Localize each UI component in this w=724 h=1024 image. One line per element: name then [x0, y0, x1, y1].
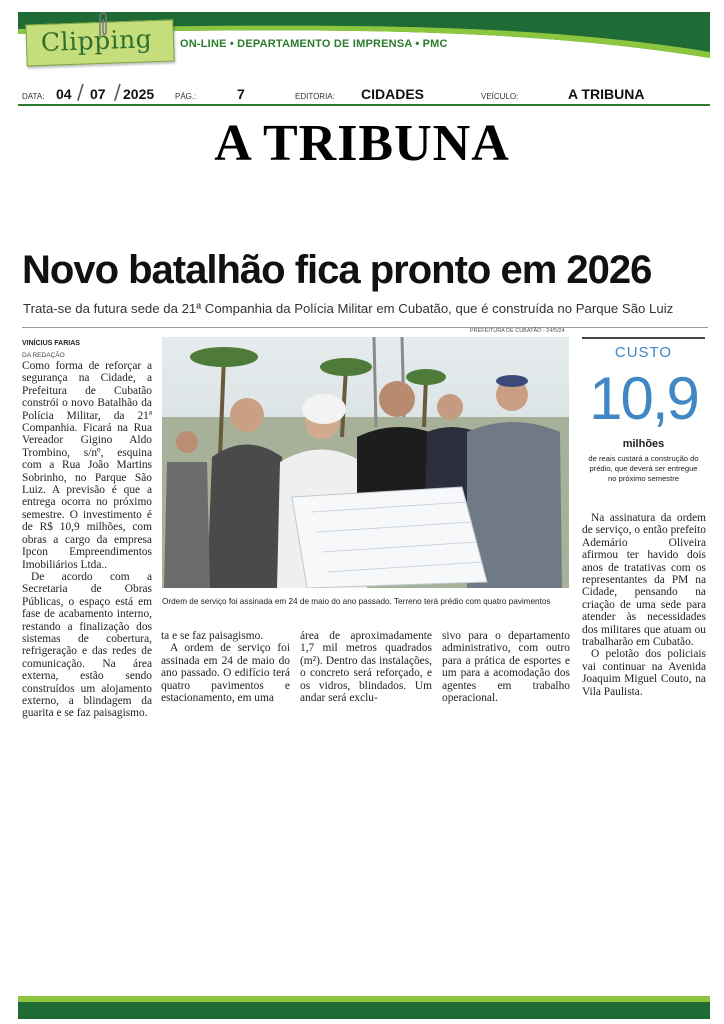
meta-divider: [18, 104, 710, 106]
article-deck: Trata-se da futura sede da 21ª Companhia da Polícia Militar em Cubatão, que é construída no Parque São Luiz: [23, 301, 674, 316]
paragraph: sivo para o departamento administrativo, com outro para a prática de esportes e um para a acomodação dos agentes em trabalho operacional.: [442, 630, 570, 705]
photo-caption: Ordem de serviço foi assinada em 24 de maio do ano passado. Terreno terá prédio com quatro pavimentos: [162, 597, 551, 606]
infobox-number: 10,9: [589, 365, 698, 432]
date-label: DATA:: [22, 92, 45, 101]
veiculo-value: A TRIBUNA: [568, 86, 645, 102]
article-photo: [162, 337, 569, 588]
date-year: 2025: [123, 86, 155, 102]
date-separator: /: [114, 80, 121, 104]
paragraph: Como forma de reforçar a segurança na Cidade, a Prefeitura de Cubatão constrói o novo Batalhão da Polícia Militar, da 21ª Companhia. Ficará na Rua Vereador Gigino Aldo Trombino, s/nº, esquina com a Rua João Martins Sobrinho, no Parque São Luiz. A previsão é que a entrega ocorra no próximo semestre. O investimento é de R$ 10,9 milhões, com obras a cargo da empresa Ipcon Empreendimentos Imobiliários Ltda..: [22, 360, 152, 571]
byline: VINÍCIUS FARIAS: [22, 340, 80, 347]
photo-illustration: [162, 337, 569, 588]
paragraph: A ordem de serviço foi assinada em 24 de maio do ano passado. O edifício terá quatro pavimentos e estacionamento, em uma: [161, 642, 290, 705]
article-column-5: [582, 512, 706, 698]
infobox-unit: milhões: [622, 438, 665, 450]
date-separator: /: [77, 80, 84, 104]
photo-credit: PREFEITURA DE CUBATÃO - 24/5/24: [470, 328, 565, 334]
article-column-3: [300, 630, 432, 704]
infobox-text: de reais custará a construção do prédio, que deverá ser entregue no próximo semestre: [588, 454, 699, 483]
newspaper-masthead: A TRIBUNA: [214, 115, 510, 172]
page-label: PÁG.:: [175, 92, 197, 101]
paragraph: área de aproximadamente 1,7 mil metros quadrados (m²). Dentro das instalações, o concreto será reforçado, e os vidros, blindados. Um andar será exclu-: [300, 630, 432, 705]
article-column-4: [442, 630, 570, 704]
paragraph: ta e se faz paisagismo.: [161, 630, 264, 642]
date-month: 07: [90, 86, 106, 102]
article-column-2: [161, 630, 290, 704]
infobox-label: CUSTO: [614, 344, 673, 361]
article-column-1: [22, 360, 152, 720]
date-day: 04: [56, 86, 72, 102]
department-line: ON-LINE • DEPARTAMENTO DE IMPRENSA • PMC: [180, 38, 448, 50]
paragraph: De acordo com a Secretaria de Obras Públicas, o espaço está em fase de acabamento interno, restando a finalização dos sistemas de cobertura, refrigeração e das redes de comunicação. Na área externa, estão sendo construídos um alojamento externo, a blindagem da guarita e se faz paisagismo.: [22, 570, 152, 720]
infobox-rule: [582, 337, 705, 339]
editoria-value: CIDADES: [361, 86, 425, 102]
paragraph: Na assinatura da ordem de serviço, o então prefeito Ademário Oliveira afirmou ter havido dois anos de tratativas com os representantes da PM na Cidade, pensando na criação de uma sede para atender às necessidades dos militares que atuam ou trabalharão em Cubatão.: [582, 512, 706, 649]
deck-divider: [22, 327, 708, 328]
paperclip-icon: [96, 10, 110, 38]
editoria-label: EDITORIA:: [295, 92, 335, 101]
article-headline: Novo batalhão fica pronto em 2026: [22, 248, 652, 292]
footer-band-dark: [18, 1002, 710, 1019]
clipping-label: Clipping: [40, 24, 153, 58]
veiculo-label: VEÍCULO:: [481, 92, 519, 101]
byline-desk: DA REDAÇÃO: [22, 352, 65, 359]
paragraph: O pelotão dos policiais vai continuar na Avenida Joaquim Miguel Couto, na Vila Paulista.: [582, 648, 706, 698]
page-number: 7: [237, 86, 245, 102]
